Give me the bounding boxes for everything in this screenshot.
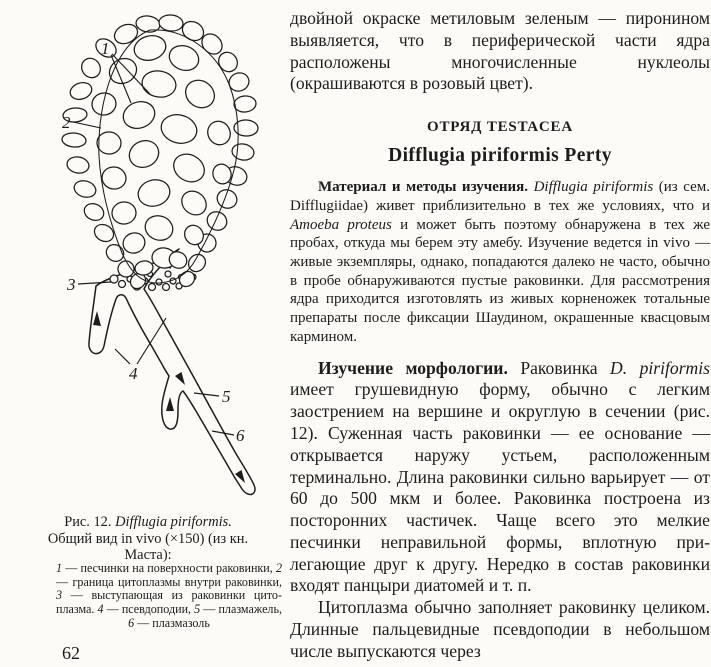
methods-text: (из сем. Difflugiidae) живет приблизительно в тех же условиях, что и <box>290 179 710 214</box>
figure-labels <box>62 39 245 445</box>
morphology-text: Раковинка <box>520 357 598 378</box>
species-heading: Difflugia piriformis Perty <box>388 145 612 167</box>
figure-label-6: 6 <box>236 426 245 445</box>
page-number: 62 <box>62 643 80 663</box>
text-column <box>290 8 710 663</box>
legend-number: 6 <box>128 615 135 630</box>
figure-caption <box>42 514 254 564</box>
legend-text: — плазмажель, <box>200 602 283 617</box>
caption-source: (из кн. Маста): <box>124 530 249 564</box>
legend-text: — выступающая из раковинки цитоплазма. <box>56 588 282 617</box>
figure-label-4: 4 <box>129 364 138 383</box>
figure-label-3: 3 <box>67 275 76 294</box>
figure-legend <box>56 562 282 631</box>
figure-label-1: 1 <box>101 39 110 58</box>
legend-number: 1 <box>56 561 63 575</box>
paragraph-continued: двойной окраске метиловым зеленым — пиронином выявляется, что в периферической части ядра расположены многочисленные нуклеолы (окрашиваются в розовый цвет). <box>290 8 710 94</box>
order-heading: ОТРЯД TESTACEA <box>427 119 573 136</box>
methods-lead: Материал и методы изучения. <box>318 179 529 196</box>
morphology-lead: Изучение морфологии. <box>318 357 508 378</box>
legend-text: — граница цитоплазмы внутри раковинки, <box>56 574 282 589</box>
figure-column <box>38 2 290 510</box>
legend-number: 5 <box>194 602 201 617</box>
species-name-italic: Amoeba proteus <box>290 216 392 233</box>
legend-text: — песчинки на поверхности раковинки, <box>62 561 276 575</box>
legend-number: 3 <box>56 588 63 603</box>
methods-text: и может быть поэтому обнаружена в тех же пробах, откуда мы берем эту амебу. Изучение ведется in vivo — живые экземпляры, однако, попадаются далеко не часто, обычно в пробе обнаруживаются пустые раковинки. Для рассмотрения ядра приходится изготовлять из живых корненожек тотальные препараты после фиксации Шаудином, окрашенные квасцовым кармином. <box>290 216 710 345</box>
caption-species-name: Difflugia piriformis. <box>115 514 232 530</box>
paragraph-morphology <box>290 358 710 598</box>
legend-number: 4 <box>97 602 104 617</box>
figure-label-2: 2 <box>62 113 71 132</box>
paragraph-cytoplasm: Цитоплазма обычно заполняет раковинку целиком. Длинные пальцевидные псевдоподии в небольшом числе выпускаются через <box>290 597 710 661</box>
pseudopodia-shape <box>89 249 255 495</box>
paragraph-methods <box>290 178 710 346</box>
legend-text: — плазмазоль <box>134 615 210 630</box>
caption-prefix: Рис. 12. <box>64 514 116 530</box>
legend-number: 2 <box>275 561 282 575</box>
legend-text: — псевдоподии, <box>103 602 195 617</box>
shell-grains <box>61 14 258 292</box>
figure-label-5: 5 <box>222 387 231 406</box>
difflugia-illustration <box>38 2 290 510</box>
species-name-italic: Difflugia piriformis <box>533 179 654 196</box>
species-name-italic: D. piriformis <box>610 357 710 378</box>
morphology-text: имеет грушевидную форму, обычно с легким заострением на вершине и округлую в сечении (рис. 12). Суженная часть раковинки — ее основание — открывается наружу устьем, расположенным терминально. Длина раковинки сильно варьирует — от 60 до 500 мкм и более. Раковинка построена из посторонних частичек. Чаще всего это мелкие песчинки неправильной формы, вплотную прилегающие друг к другу. Нередко в состав раковинки входят панцыри диатомей и т. п. <box>290 379 710 596</box>
caption-view: Общий вид in vivo (×150) <box>47 530 205 547</box>
